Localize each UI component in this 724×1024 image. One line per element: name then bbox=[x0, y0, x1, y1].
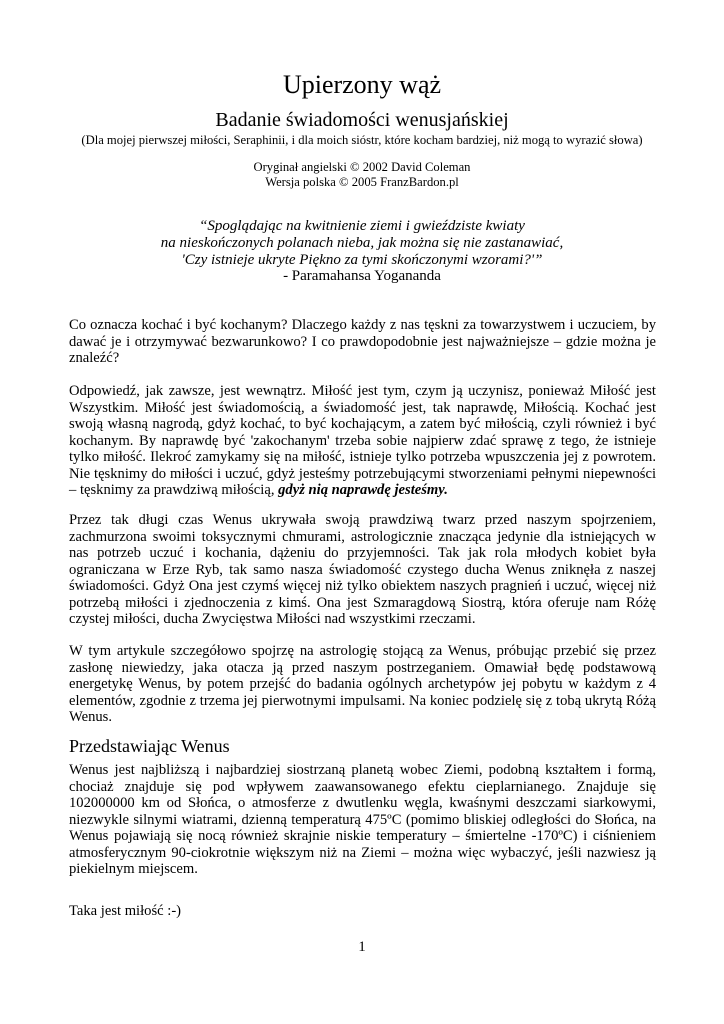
epigraph-quote bbox=[0, 218, 724, 285]
page-number: 1 bbox=[358, 939, 366, 955]
document-subtitle: Badanie świadomości wenusjańskiej bbox=[215, 109, 509, 131]
text-line: piekielnym miejscem. bbox=[69, 861, 198, 877]
text-line: energetykę Wenus, by potem przejść do badania ogólnych archetypów jej pobytu w każdym z 4 bbox=[69, 676, 656, 692]
paragraph-2 bbox=[69, 383, 656, 499]
text-line: świadomości. Gdyż Ona jest czymś więcej niż tylko obiektem naszych pragnień i uczuć, więcej niż bbox=[69, 578, 656, 594]
emphasis-text: gdyż nią naprawdę jesteśmy. bbox=[278, 482, 448, 498]
text-line: zasłonę niewiedzy, jaka otacza ją przed naszym postrzeganiem. Omawiał będę podstawową bbox=[69, 659, 656, 676]
text-line: Wszystkim. Miłość jest świadomością, a świadomość jest, tak naprawdę, Miłością. Kochać jest bbox=[69, 399, 656, 416]
polish-copyright: Wersja polska © 2005 FranzBardon.pl bbox=[265, 174, 459, 189]
text-line: ograniczana w Erze Ryb, tak samo nasza świadomość czystego ducha Wenus zniknęła z naszej bbox=[69, 561, 656, 578]
text-line: potrzebą miłości i zjednoczenia z kimś. Ona jest Szmaragdową Siostrą, która oferuje nam Różę bbox=[69, 594, 656, 611]
text-line: czystej miłości, ducha Zwycięstwa Miłości nad wszystkimi rzeczami. bbox=[69, 611, 476, 627]
document-title: Upierzony wąż bbox=[282, 70, 442, 99]
paragraph-6 bbox=[69, 903, 656, 920]
text-line: zachmurzona swoimi toksycznymi chmurami, astrologicznie znacząca jedynie dla istniejących w bbox=[69, 528, 656, 545]
paragraph-5 bbox=[69, 762, 656, 878]
text-line: Wenus jest najbliższą i najbardziej siostrzaną planetą wobec Ziemi, podobną kształtem i formą, bbox=[69, 762, 656, 778]
text-line: Wenus pojawiają się nocą również skrajnie niskie temperatury – śmiertelne -170ºC) i ciśnieniem bbox=[69, 828, 656, 844]
paragraph-4 bbox=[69, 643, 656, 726]
text-line: dawać je i otrzymywać bezwarunkowo? I co prawdopodobnie jest najważniejsze – gdzie można je bbox=[69, 333, 656, 350]
dedication: (Dla mojej pierwszej miłości, Seraphinii, i dla moich sióstr, które kocham bardziej, niż mogą to wyrazić słowa) bbox=[81, 133, 643, 147]
quote-author: - Paramahansa Yogananda bbox=[283, 268, 441, 285]
text-line: Co oznacza kochać i być kochanym? Dlaczego każdy z nas tęskni za towarzystwem i uczuciem, by bbox=[69, 317, 656, 333]
copyright-block bbox=[0, 160, 724, 189]
text-line: elementów, zgodnie z trzema jej pierwotnymi impulsami. Na koniec podzielę się z tobą ukrytą Różą bbox=[69, 692, 656, 709]
text-line: chociaż znajduje się pod wpływem zaawansowanego efektu cieplarnianego. Znajduje się bbox=[69, 778, 656, 795]
text-line: – tęsknimy za prawdziwą miłością, gdyż nią naprawdę jesteśmy. bbox=[69, 482, 448, 498]
original-copyright: Oryginał angielski © 2002 David Coleman bbox=[253, 160, 471, 174]
section-heading: Przedstawiając Wenus bbox=[69, 736, 230, 756]
text-line: Wenus. bbox=[69, 709, 113, 725]
text-line: tylko miłość. Ilekroć zamykamy się na miłość, istnieje tylko potrzeba wpuszczenia jej z powrotem. bbox=[69, 449, 656, 465]
quote-line: na nieskończonych polanach nieba, jak można się nie zastanawiać, bbox=[160, 234, 564, 251]
text-line: kochanym. By naprawdę być 'zakochanym' trzeba sobie najpierw zdać sprawę z tego, że istnieje bbox=[69, 432, 656, 449]
quote-line: 'Czy istnieje ukryte Piękno za tymi skończonymi wzorami?'” bbox=[181, 251, 543, 268]
text-line: Nie tęsknimy do miłości i uczuć, gdyż jesteśmy potrzebującymi stworzeniami pełnymi niepewności bbox=[69, 465, 656, 482]
text-line: Przez tak długi czas Wenus ukrywała swoją prawdziwą twarz przed naszym spojrzeniem, bbox=[69, 512, 656, 528]
text-line: niezwykle silnymi wiatrami, dzienną temperaturą 475ºC (pomimo bliskiej odległości do Słońca, na bbox=[69, 811, 656, 828]
text-line: znaleźć? bbox=[69, 350, 120, 366]
text-line: nas potrzeb uczuć i kochania, dążeniu do przyjemności. Tak jak rola młodych kobiet była bbox=[69, 545, 656, 561]
text-line: Odpowiedź, jak zawsze, jest wewnątrz. Miłość jest tym, czym ją uczynisz, ponieważ Miłość jest bbox=[69, 383, 656, 399]
paragraph-1 bbox=[69, 317, 656, 367]
text-line: Taka jest miłość :-) bbox=[69, 903, 182, 919]
text-line: W tym artykule szczegółowo spojrzę na astrologię stojącą za Wenus, próbując przebić się przez bbox=[69, 643, 656, 659]
paragraph-3 bbox=[69, 512, 656, 628]
text-line: 102000000 km od Słońca, o atmosferze z dwutlenku węgla, kwaśnymi deszczami siarkowymi, bbox=[69, 795, 656, 811]
text-line: atmosferycznym 90-ciokrotnie większym niż na Ziemi – można więc wybaczyć, jeśli nazwiesz ją bbox=[69, 844, 656, 861]
quote-line: “Spoglądając na kwitnienie ziemi i gwieździste kwiaty bbox=[199, 218, 525, 234]
text-line: swoją własną nagrodą, gdyż kochać, to być kochającym, a zatem być miłością, czyli również i być bbox=[69, 416, 656, 432]
